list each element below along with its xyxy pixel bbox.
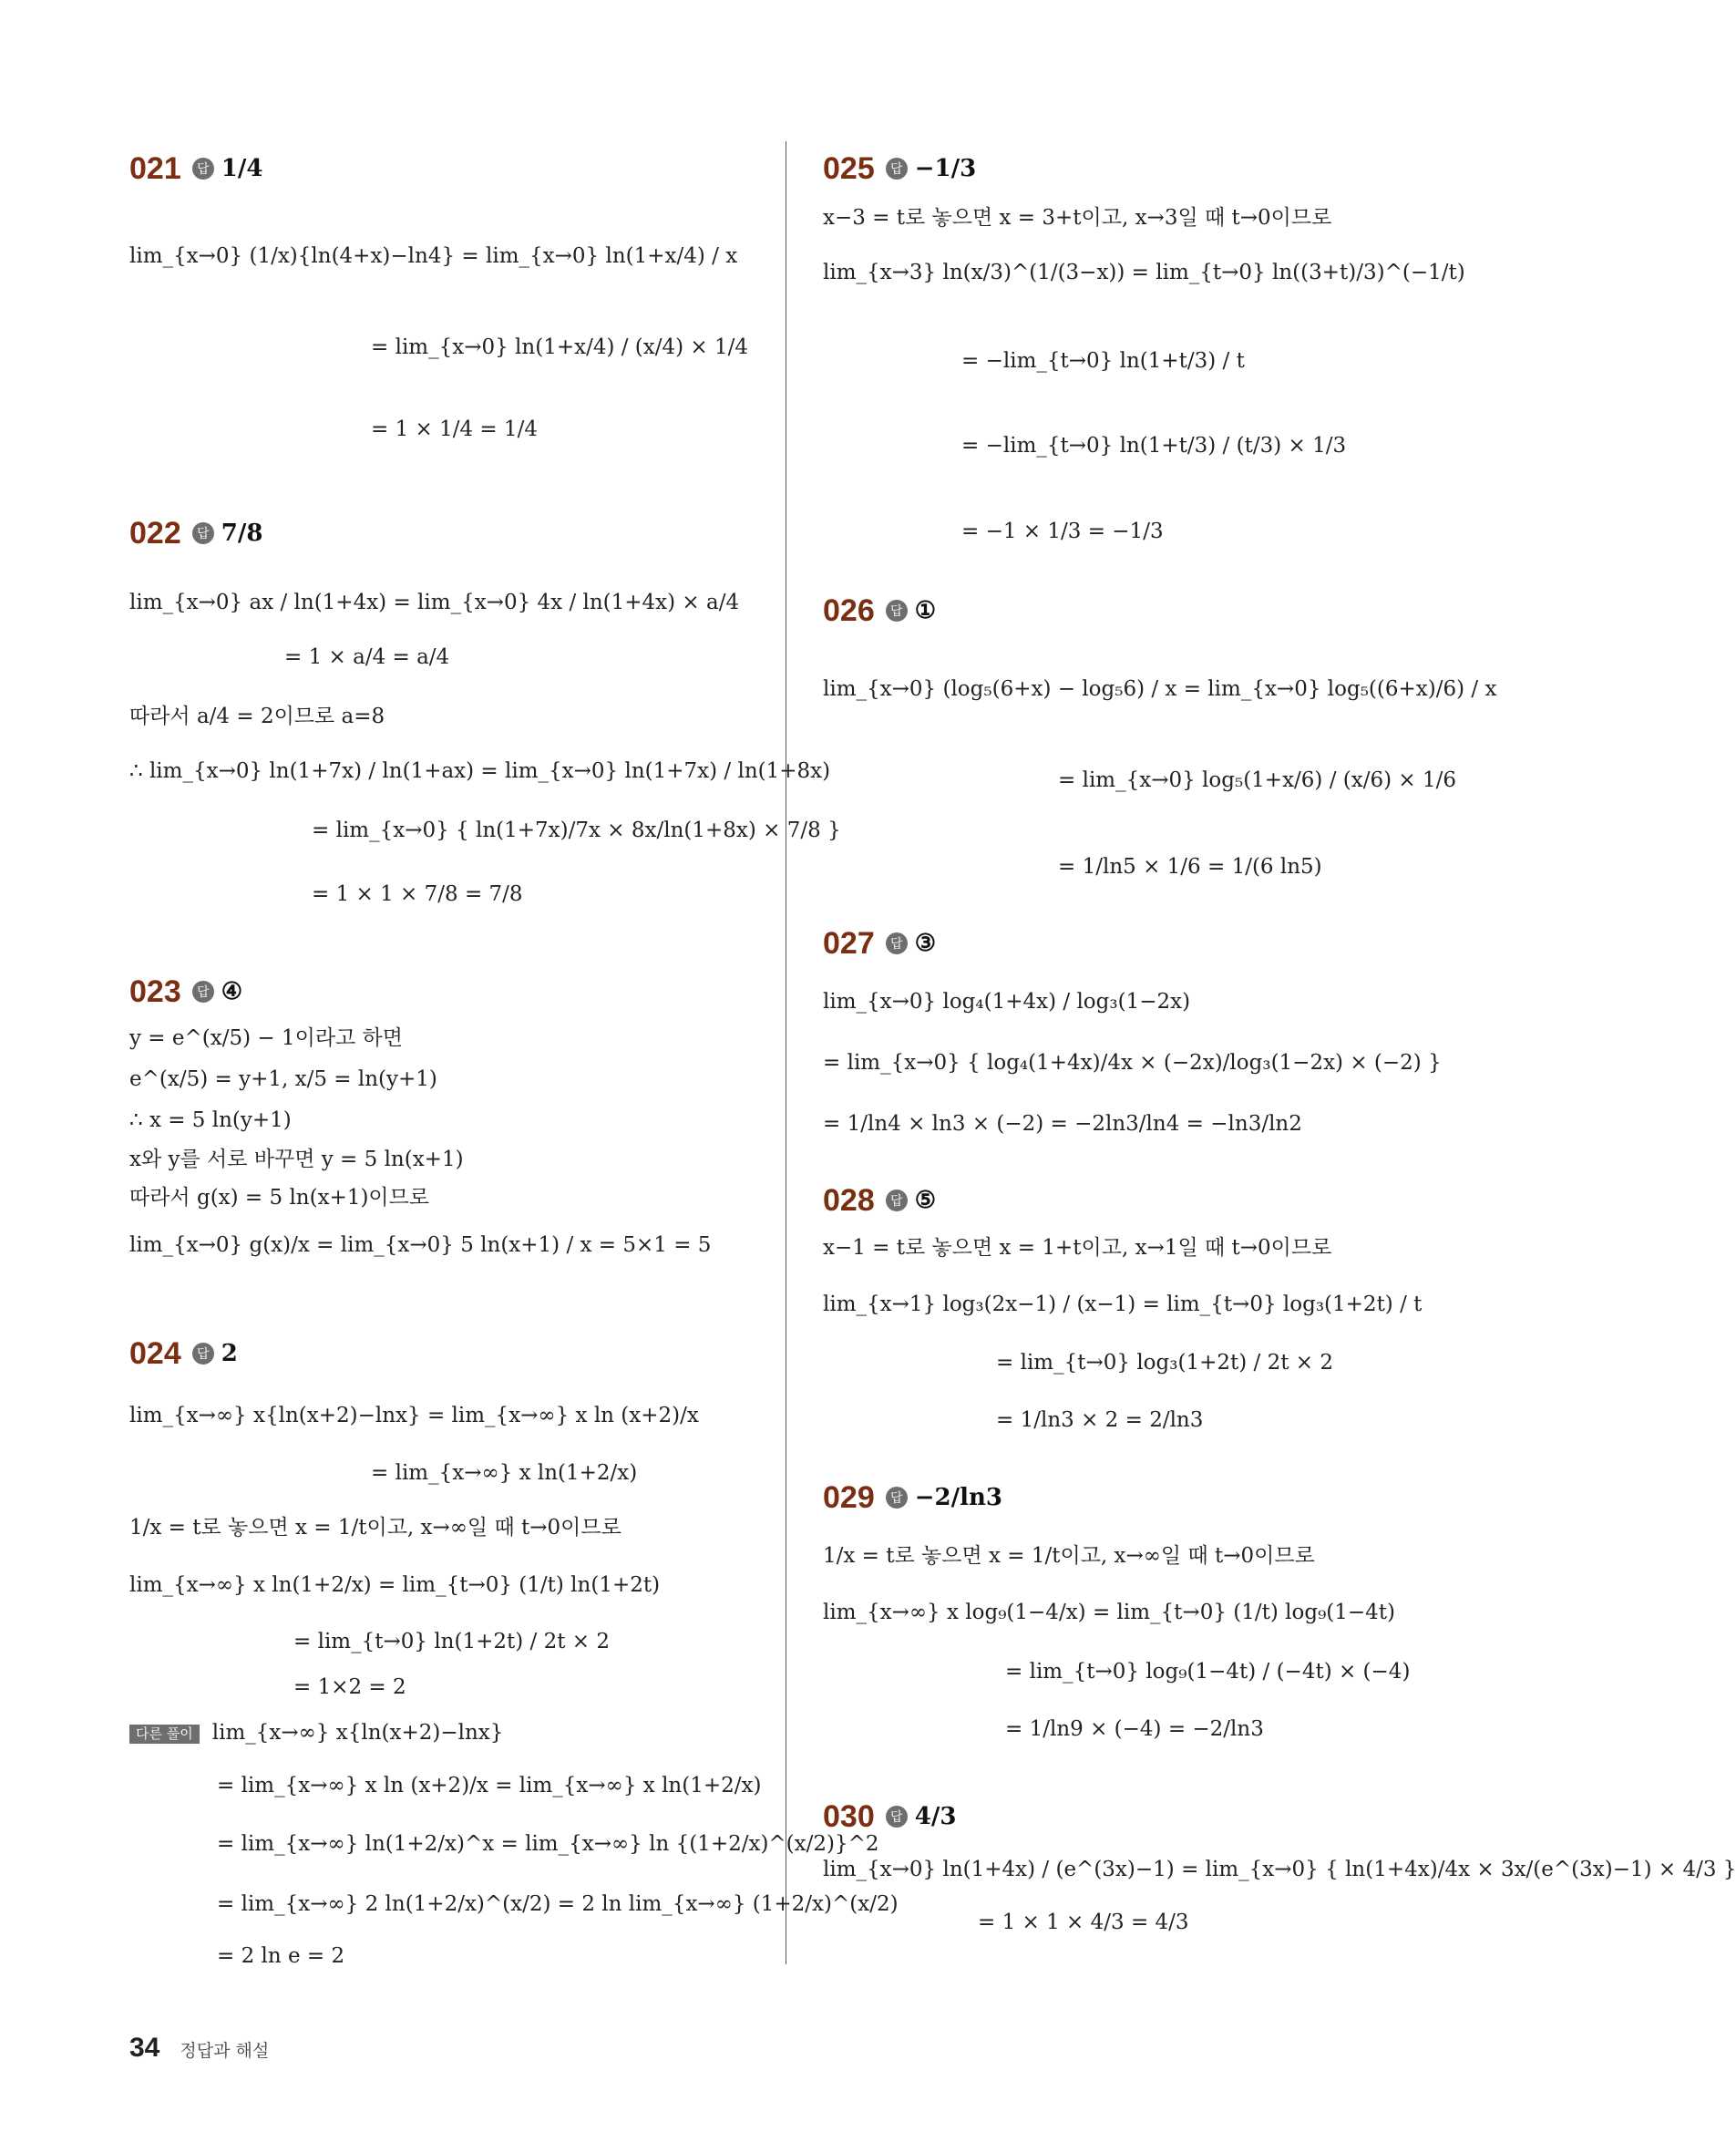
problem-023 bbox=[129, 969, 712, 1257]
solution-line: 1/x = t로 놓으면 x = 1/t이고, x→∞일 때 t→0이므로 bbox=[823, 1544, 1315, 1568]
solution-line: = lim_{x→0} ln(1+x/4) / (x/4) × 1/4 bbox=[371, 335, 749, 359]
solution-line: lim_{x→0} g(x)/x = lim_{x→0} 5 ln(x+1) / x = 5×1 = 5 bbox=[129, 1233, 712, 1257]
solution-line: = 1/ln5 × 1/6 = 1/(6 ln5) bbox=[1058, 855, 1322, 879]
problem-number: 026 bbox=[823, 592, 875, 628]
problem-025 bbox=[823, 146, 1465, 543]
solution-line: = lim_{x→0} log₅(1+x/6) / (x/6) × 1/6 bbox=[1058, 768, 1456, 792]
solution-line: = −1 × 1/3 = −1/3 bbox=[961, 520, 1164, 543]
answer-value: ① bbox=[914, 597, 937, 624]
solution-line: lim_{x→∞} x ln(1+2/x) = lim_{t→0} (1/t) ln(1+2t) bbox=[129, 1573, 661, 1597]
solution-line: ∴ lim_{x→0} ln(1+7x) / ln(1+ax) = lim_{x→0} ln(1+7x) / ln(1+8x) bbox=[129, 759, 831, 783]
problem-number: 030 bbox=[823, 1798, 875, 1834]
solution-line: x−3 = t로 놓으면 x = 3+t이고, x→3일 때 t→0이므로 bbox=[823, 206, 1332, 230]
answer-value: ⑤ bbox=[914, 1187, 937, 1214]
solution-line: = lim_{t→0} log₃(1+2t) / 2t × 2 bbox=[996, 1351, 1333, 1375]
solution-line: = lim_{t→0} ln(1+2t) / 2t × 2 bbox=[293, 1630, 610, 1653]
solution-line: lim_{x→1} log₃(2x−1) / (x−1) = lim_{t→0} log₃(1+2t) / t bbox=[823, 1293, 1423, 1316]
alternative-solution bbox=[129, 1723, 503, 1744]
answer-badge: 답 bbox=[192, 522, 214, 544]
answer-badge: 답 bbox=[886, 600, 908, 622]
solution-line: x−1 = t로 놓으면 x = 1+t이고, x→1일 때 t→0이므로 bbox=[823, 1236, 1332, 1260]
problem-number: 029 bbox=[823, 1479, 875, 1515]
solution-line: lim_{x→3} ln(x/3)^(1/(3−x)) = lim_{t→0} ln((3+t)/3)^(−1/t) bbox=[823, 261, 1465, 284]
problem-number: 022 bbox=[129, 515, 181, 551]
solution-line: = lim_{x→0} { ln(1+7x)/7x × 8x/ln(1+8x) × 7/8 } bbox=[312, 819, 841, 842]
answer-badge: 답 bbox=[886, 1190, 908, 1211]
solution-line: 따라서 a/4 = 2이므로 a=8 bbox=[129, 705, 385, 728]
problem-number: 025 bbox=[823, 150, 875, 186]
solution-line: = lim_{x→∞} x ln (x+2)/x = lim_{x→∞} x ln(1+2/x) bbox=[217, 1774, 762, 1797]
solution-line: = lim_{x→∞} ln(1+2/x)^x = lim_{x→∞} ln {(1+2/x)^(x/2)}^2 bbox=[217, 1832, 879, 1856]
problem-027 bbox=[823, 921, 1442, 1136]
problem-number: 027 bbox=[823, 925, 875, 961]
solution-line: = 1×2 = 2 bbox=[293, 1675, 406, 1699]
solution-line: lim_{x→∞} x log₉(1−4/x) = lim_{t→0} (1/t) log₉(1−4t) bbox=[823, 1601, 1396, 1624]
page-number: 34 bbox=[129, 2033, 160, 2063]
page-footer bbox=[129, 2033, 269, 2064]
problem-number: 023 bbox=[129, 973, 181, 1009]
solution-line: = lim_{x→0} { log₄(1+4x)/4x × (−2x)/log₃(1−2x) × (−2) } bbox=[823, 1051, 1442, 1075]
answer-badge: 답 bbox=[192, 158, 214, 180]
problem-029 bbox=[823, 1475, 1411, 1741]
solution-line: x와 y를 서로 바꾸면 y = 5 ln(x+1) bbox=[129, 1148, 464, 1171]
page-label: 정답과 해설 bbox=[180, 2041, 270, 2061]
answer-value: ③ bbox=[914, 930, 937, 957]
alternative-solution-label: 다른 풀이 bbox=[129, 1725, 200, 1744]
solution-line: = −lim_{t→0} ln(1+t/3) / (t/3) × 1/3 bbox=[961, 434, 1347, 458]
answer-value: 2 bbox=[221, 1340, 238, 1367]
answer-value: ④ bbox=[221, 978, 243, 1005]
solution-line: = 1 × a/4 = a/4 bbox=[284, 645, 450, 669]
problem-022 bbox=[129, 510, 841, 906]
solution-line: = lim_{x→∞} 2 ln(1+2/x)^(x/2) = 2 ln lim_{x→∞} (1+2/x)^(x/2) bbox=[217, 1892, 899, 1916]
answer-badge: 답 bbox=[192, 1343, 214, 1365]
solution-line: 1/x = t로 놓으면 x = 1/t이고, x→∞일 때 t→0이므로 bbox=[129, 1516, 621, 1540]
solution-line: 따라서 g(x) = 5 ln(x+1)이므로 bbox=[129, 1186, 430, 1210]
solution-line: = 2 ln e = 2 bbox=[217, 1944, 345, 1968]
solution-line: = −lim_{t→0} ln(1+t/3) / t bbox=[961, 349, 1245, 373]
answer-badge: 답 bbox=[886, 1806, 908, 1828]
solution-line: lim_{x→0} ln(1+4x) / (e^(3x)−1) = lim_{x→0} { ln(1+4x)/4x × 3x/(e^(3x)−1) × 4/3 } bbox=[823, 1858, 1736, 1881]
answer-value: 7/8 bbox=[221, 520, 263, 547]
solution-line: lim_{x→0} log₄(1+4x) / log₃(1−2x) bbox=[823, 990, 1191, 1014]
answer-value: −1/3 bbox=[914, 155, 977, 182]
answer-badge: 답 bbox=[886, 158, 908, 180]
problem-number: 028 bbox=[823, 1182, 875, 1218]
problem-number: 024 bbox=[129, 1335, 181, 1371]
solution-line: lim_{x→0} (1/x){ln(4+x)−ln4} = lim_{x→0} ln(1+x/4) / x bbox=[129, 244, 738, 268]
solution-line: = lim_{x→∞} x ln(1+2/x) bbox=[371, 1461, 638, 1485]
problem-026 bbox=[823, 588, 1497, 879]
solution-line: = 1/ln3 × 2 = 2/ln3 bbox=[996, 1408, 1204, 1432]
solution-line: = 1 × 1 × 4/3 = 4/3 bbox=[978, 1911, 1189, 1934]
solution-line: lim_{x→0} (log₅(6+x) − log₅6) / x = lim_{x→0} log₅((6+x)/6) / x bbox=[823, 677, 1497, 701]
solution-line: = 1 × 1/4 = 1/4 bbox=[371, 417, 539, 441]
problem-028 bbox=[823, 1178, 1423, 1432]
solution-line: = 1/ln9 × (−4) = −2/ln3 bbox=[1005, 1717, 1264, 1741]
answer-value: 1/4 bbox=[221, 155, 263, 182]
solution-line: lim_{x→∞} x{ln(x+2)−lnx} = lim_{x→∞} x ln (x+2)/x bbox=[129, 1404, 699, 1427]
answer-value: 4/3 bbox=[914, 1803, 957, 1830]
answer-badge: 답 bbox=[192, 981, 214, 1003]
problem-030 bbox=[823, 1794, 1736, 1934]
solution-line: = 1 × 1 × 7/8 = 7/8 bbox=[312, 882, 523, 906]
answer-badge: 답 bbox=[886, 1487, 908, 1509]
solution-line: e^(x/5) = y+1, x/5 = ln(y+1) bbox=[129, 1067, 437, 1091]
problem-number: 021 bbox=[129, 150, 181, 186]
answer-badge: 답 bbox=[886, 932, 908, 954]
solution-line: = 1/ln4 × ln3 × (−2) = −2ln3/ln4 = −ln3/ln2 bbox=[823, 1112, 1302, 1136]
solution-line: lim_{x→∞} x{ln(x+2)−lnx} bbox=[211, 1721, 504, 1745]
solution-line: lim_{x→0} ax / ln(1+4x) = lim_{x→0} 4x / ln(1+4x) × a/4 bbox=[129, 591, 740, 614]
solution-line: = lim_{t→0} log₉(1−4t) / (−4t) × (−4) bbox=[1005, 1660, 1411, 1684]
solution-line: ∴ x = 5 ln(y+1) bbox=[129, 1108, 292, 1132]
answer-value: −2/ln3 bbox=[914, 1484, 1002, 1511]
solution-line: y = e^(x/5) − 1이라고 하면 bbox=[129, 1026, 403, 1050]
problem-021 bbox=[129, 146, 749, 441]
